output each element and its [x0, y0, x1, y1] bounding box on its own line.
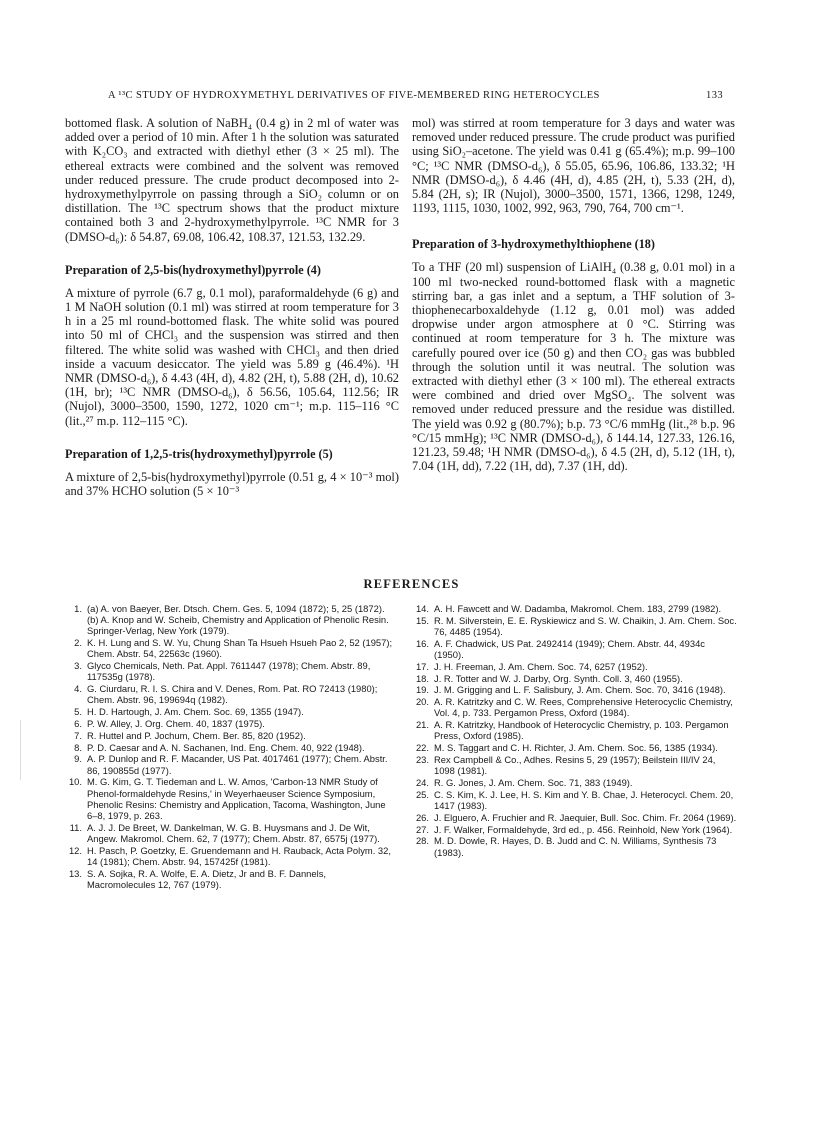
reference-number: 1.	[74, 603, 82, 614]
reference-item	[412, 638, 737, 660]
reference-text: A. H. Fawcett and W. Dadamba, Makromol. Chem. 183, 2799 (1982).	[434, 603, 722, 614]
reference-text: H. D. Hartough, J. Am. Chem. Soc. 69, 1355 (1947).	[87, 706, 304, 718]
reference-text: J. Elguero, A. Fruchier and R. Jaequier, Bull. Soc. Chim. Fr. 2064 (1969).	[434, 811, 737, 823]
paragraph-compound-5-continued: mol) was stirred at room temperature for 3 days and water was removed under reduced pressure. The crude product was purified using SiO₂–acetone. The yield was 0.41 g (65.4%); m.p. 99–100 °C; ¹³C NMR (DMSO-d₆), δ 55.05, 65.96, 106.86, 133.32; ¹H NMR (DMSO-d₆), δ 4.46 (4H, d), 4.85 (2H, t), 5.33 (2H, d), 5.84 (2H, s); IR (Nujol), 3000–3500, 1571, 1366, 1298, 1249, 1193, 1115, 1030, 1002, 992, 963, 790, 764, 700 cm⁻¹.	[412, 116, 735, 216]
reference-text: J. H. Freeman, J. Am. Chem. Soc. 74, 6257 (1952).	[434, 660, 648, 672]
heading-compound-4: Preparation of 2,5-bis(hydroxymethyl)pyrrole (4)	[65, 262, 321, 277]
reference-number: 2.	[74, 637, 82, 649]
reference-number: 12.	[68, 844, 82, 856]
reference-number: 17.	[415, 660, 429, 672]
reference-item	[412, 777, 737, 788]
reference-number: 23.	[415, 753, 429, 765]
reference-item	[65, 776, 395, 821]
reference-item	[412, 812, 737, 823]
reference-text: M. G. Kim, G. T. Tiedeman and L. W. Amos, 'Carbon-13 NMR Study of Phenol-formaldehyde Resins,' in Weyerhaeuser Science Symposium, Phenolic Resins: Chemistry and Application, Tacoma, Washington, June 6–8, 1979, p. 263.	[87, 776, 386, 821]
reference-text: A. F. Chadwick, US Pat. 2492414 (1949); Chem. Abstr. 44, 4934c (1950).	[434, 637, 705, 660]
reference-item	[412, 742, 737, 753]
reference-item	[65, 742, 395, 753]
reference-number: 4.	[74, 683, 82, 695]
reference-item	[412, 603, 737, 614]
reference-number: 11.	[69, 821, 82, 833]
running-title: A ¹³C STUDY OF HYDROXYMETHYL DERIVATIVES OF FIVE-MEMBERED RING HETEROCYCLES	[108, 90, 600, 101]
reference-text: Rex Campbell & Co., Adhes. Resins 5, 29 (1957); Beilstein III/IV 24, 1098 (1981).	[434, 753, 716, 777]
reference-text: M. S. Taggart and C. H. Richter, J. Am. Chem. Soc. 56, 1385 (1934).	[434, 742, 718, 754]
reference-number: 18.	[415, 672, 429, 684]
reference-text: Glyco Chemicals, Neth. Pat. Appl. 7611447 (1978); Chem. Abstr. 89, 117535g (1978).	[87, 660, 371, 683]
reference-text: R. M. Silverstein, E. E. Ryskiewicz and S. W. Chaikin, J. Am. Chem. Soc. 76, 4485 (1954).	[434, 614, 737, 637]
reference-item	[65, 603, 395, 637]
reference-item	[65, 822, 395, 844]
reference-text: C. S. Kim, K. J. Lee, H. S. Kim and Y. B. Chae, J. Heterocycl. Chem. 20, 1417 (1983).	[434, 788, 734, 811]
references-heading: REFERENCES	[363, 577, 460, 591]
reference-text: A. R. Katritzky, Handbook of Heterocyclic Chemistry, p. 103. Pergamon Press, Oxford (1985).	[434, 719, 729, 742]
reference-number: 15.	[415, 614, 429, 626]
reference-text: A. J. J. De Breet, W. Dankelman, W. G. B. Huysmans and J. De Wit, Angew. Makromol. Chem. 62, 7 (1977); Chem. Abstr. 87, 6575j (1977).	[87, 821, 380, 844]
reference-text: G. Ciurdaru, R. I. S. Chira and V. Denes, Rom. Pat. RO 72413 (1980); Chem. Abstr. 96, 199694q (1982).	[87, 683, 378, 706]
reference-number: 7.	[74, 729, 82, 741]
reference-item	[412, 696, 737, 718]
reference-text: A. P. Dunlop and R. F. Macander, US Pat. 4017461 (1977); Chem. Abstr. 86, 190855d (1977).	[87, 753, 388, 776]
reference-item	[65, 730, 395, 741]
reference-item	[65, 753, 395, 775]
reference-number: 6.	[74, 718, 82, 729]
heading-compound-18: Preparation of 3-hydroxymethylthiophene (18)	[412, 237, 655, 252]
reference-number: 3.	[74, 660, 82, 672]
paragraph-compound-4: A mixture of pyrrole (6.7 g, 0.1 mol), paraformaldehyde (6 g) and 1 M NaOH solution (0.1 ml) was stirred at room temperature for 3 h in a 25 ml round-bottomed flask. The white solid was poured into 50 ml of CHCl₃ and the suspension was stirred and then filtered. The white solid was washed with CHCl₃ and then dried inside a vacuum desiccator. The yield was 5.89 g (46.4%). ¹H NMR (DMSO-d₆), δ 4.43 (4H, d), 4.82 (2H, t), 5.88 (2H, d), 10.62 (1H, br); ¹³C NMR (DMSO-d₆), δ 56.56, 105.64, 112.56; IR (Nujol), 3000–3500, 1590, 1272, 1020 cm⁻¹; m.p. 115–116 °C (lit.,²⁷ m.p. 112–115 °C).	[65, 285, 399, 428]
reference-number: 26.	[415, 811, 429, 823]
reference-item	[412, 661, 737, 672]
reference-item	[412, 684, 737, 695]
reference-item	[65, 868, 395, 890]
reference-number: 16.	[415, 637, 429, 649]
reference-number: 8.	[74, 741, 82, 753]
reference-number: 19.	[415, 684, 429, 696]
reference-item	[412, 789, 737, 811]
paragraph-compound-3: bottomed flask. A solution of NaBH₄ (0.4 g) in 2 ml of water was added over a period of 10 min. After 1 h the solution was saturated with K₂CO₃ and extracted with diethyl ether (3 × 25 ml). The ethereal extracts were combined and the solvent was removed under reduced pressure. The crude product decomposed into 2-hydroxymethylpyrrole on passing through a SiO₂ column or on distillation. The ¹³C spectrum shows that the product mixture contained both 3 and 2-hydroxymethylpyrrole. ¹³C NMR for 3 (DMSO-d₆): δ 54.87, 69.08, 106.42, 108.37, 121.53, 132.29.	[65, 116, 399, 244]
reference-number: 9.	[74, 753, 82, 765]
reference-number: 28.	[415, 835, 429, 847]
reference-number: 22.	[415, 742, 429, 754]
reference-number: 5.	[74, 706, 82, 718]
reference-number: 25.	[415, 788, 429, 800]
reference-text: J. M. Grigging and L. F. Salisbury, J. Am. Chem. Soc. 70, 3416 (1948).	[434, 684, 726, 696]
reference-item	[65, 718, 395, 729]
reference-text: H. Pasch, P. Goetzky, E. Gruendemann and H. Rauback, Acta Polym. 32, 14 (1981); Chem. Abstr. 94, 157425f (1981).	[87, 844, 391, 867]
reference-text: R. Huttel and P. Jochum, Chem. Ber. 85, 820 (1952).	[87, 729, 306, 741]
heading-compound-5: Preparation of 1,2,5-tris(hydroxymethyl)pyrrole (5)	[65, 446, 333, 461]
right-text-column	[412, 116, 735, 473]
paragraph-compound-18: To a THF (20 ml) suspension of LiAlH₄ (0.38 g, 0.01 mol) in a 100 ml two-necked round-bottomed flask with a magnetic stirring bar, a gas inlet and a septum, a THF solution of 3-thiophenecarboxaldehyde (1.12 g, 0.01 mol) was added dropwise under argon atmosphere at 0 °C. Stirring was continued at room temperature for 3 h. The mixture was carefully poured over ice (50 g) and then CO₂ gas was bubbled through the solution until it was neutral. The solution was extracted with diethyl ether (3 × 100 ml). The ethereal extracts were combined and dried over MgSO₄. The solvent was removed under reduced pressure and the residue was distilled. The yield was 0.92 g (80.7%); b.p. 73 °C/6 mmHg (lit.,²⁸ b.p. 96 °C/15 mmHg); ¹³C NMR (DMSO-d₆), δ 144.14, 127.33, 126.16, 121.23, 59.48; ¹H NMR (DMSO-d₆), δ 4.5 (2H, d), 5.12 (1H, t), 7.04 (1H, dd), 7.22 (1H, dd), 7.37 (1H, dd).	[412, 260, 735, 474]
references-list-right	[412, 603, 737, 858]
reference-item	[65, 660, 395, 682]
reference-item	[65, 637, 395, 659]
reference-item	[412, 754, 737, 776]
reference-item	[412, 673, 737, 684]
reference-text: P. W. Alley, J. Org. Chem. 40, 1837 (1975).	[87, 718, 265, 729]
reference-number: 24.	[415, 776, 429, 788]
reference-number: 27.	[415, 823, 429, 835]
page-number: 133	[706, 90, 723, 101]
scan-margin-mark	[20, 720, 21, 780]
reference-text: J. F. Walker, Formaldehyde, 3rd ed., p. 456. Reinhold, New York (1964).	[434, 823, 733, 835]
reference-item	[412, 615, 737, 637]
reference-text: M. D. Dowle, R. Hayes, D. B. Judd and C. N. Williams, Synthesis 73 (1983).	[434, 835, 717, 858]
reference-number: 10.	[68, 776, 82, 788]
reference-item	[412, 835, 737, 857]
reference-item	[412, 824, 737, 835]
reference-number: 20.	[415, 696, 429, 708]
references-list-left	[65, 603, 395, 891]
reference-item	[65, 706, 395, 717]
left-text-column	[65, 116, 399, 498]
reference-item	[412, 719, 737, 741]
reference-text: K. H. Lung and S. W. Yu, Chung Shan Ta Hsueh Hsueh Pao 2, 52 (1957); Chem. Abstr. 54, 22563c (1960).	[87, 637, 393, 660]
reference-number: 14.	[415, 603, 429, 614]
paragraph-compound-5: A mixture of 2,5-bis(hydroxymethyl)pyrrole (0.51 g, 4 × 10⁻³ mol) and 37% HCHO solution (5 × 10⁻³	[65, 469, 399, 499]
reference-text: R. G. Jones, J. Am. Chem. Soc. 71, 383 (1949).	[434, 776, 633, 788]
reference-number: 13.	[68, 867, 82, 879]
reference-item	[65, 683, 395, 705]
reference-text: P. D. Caesar and A. N. Sachanen, Ind. Eng. Chem. 40, 922 (1948).	[87, 741, 365, 753]
reference-text: A. R. Katritzky and C. W. Rees, Comprehensive Heterocyclic Chemistry, Vol. 4, p. 733. Pergamon Press, Oxford (1984).	[434, 696, 733, 719]
reference-item	[65, 845, 395, 867]
reference-number: 21.	[415, 719, 429, 731]
reference-text: (a) A. von Baeyer, Ber. Dtsch. Chem. Ges. 5, 1094 (1872); 5, 25 (1872). (b) A. Knop and W. Scheib, Chemistry and Application of Phenolic Resin. Springer-Verlag, New York (1979).	[87, 603, 389, 637]
reference-text: J. R. Totter and W. J. Darby, Org. Synth. Coll. 3, 460 (1955).	[434, 672, 683, 684]
reference-text: S. A. Sojka, R. A. Wolfe, E. A. Dietz, Jr and B. F. Dannels, Macromolecules 12, 767 (1979).	[87, 867, 326, 890]
